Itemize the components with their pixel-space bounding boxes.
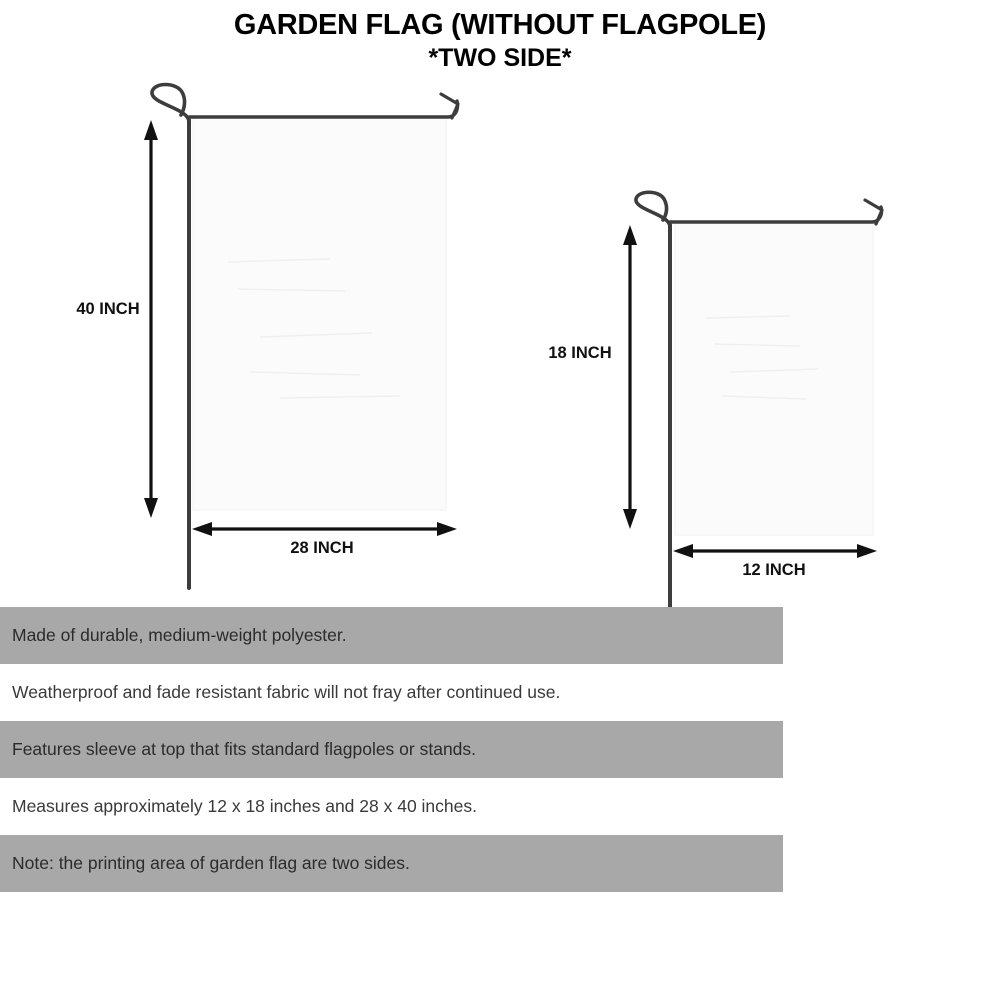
small-flag-pole-loop [636, 192, 670, 227]
large-flag-group [76, 85, 458, 589]
large-flag-height-dimension [144, 120, 158, 518]
small-flag-top-bar [670, 207, 882, 222]
feature-text: Note: the printing area of garden flag are two sides. [12, 853, 410, 873]
small-flag-width-dimension [673, 544, 877, 558]
small-flag-group [548, 192, 882, 612]
large-flag-pole-loop [152, 85, 189, 123]
large-flag-height-label: 40 INCH [76, 300, 140, 318]
list-item [0, 607, 783, 664]
large-flag-width-label: 28 INCH [290, 539, 354, 557]
feature-text: Made of durable, medium-weight polyester. [12, 625, 347, 645]
feature-text: Weatherproof and fade resistant fabric will not fray after continued use. [12, 682, 561, 702]
title-secondary: *TWO SIDE* [428, 44, 572, 73]
feature-text: Measures approximately 12 x 18 inches and 28 x 40 inches. [12, 796, 477, 816]
large-flag-width-dimension [192, 522, 457, 536]
feature-text: Features sleeve at top that fits standard flagpoles or stands. [12, 739, 477, 759]
small-flag-height-label: 18 INCH [548, 344, 612, 362]
small-flag-height-dimension [623, 225, 637, 529]
large-flag-fabric [193, 118, 446, 510]
list-item [0, 664, 783, 721]
feature-list [0, 607, 783, 892]
large-flag-top-bar [189, 101, 458, 117]
small-flag-width-label: 12 INCH [742, 561, 806, 579]
list-item [0, 778, 783, 835]
list-item [0, 835, 783, 892]
small-flag-fabric [675, 223, 873, 535]
list-item [0, 721, 783, 778]
title-primary: GARDEN FLAG (WITHOUT FLAGPOLE) [233, 9, 767, 41]
